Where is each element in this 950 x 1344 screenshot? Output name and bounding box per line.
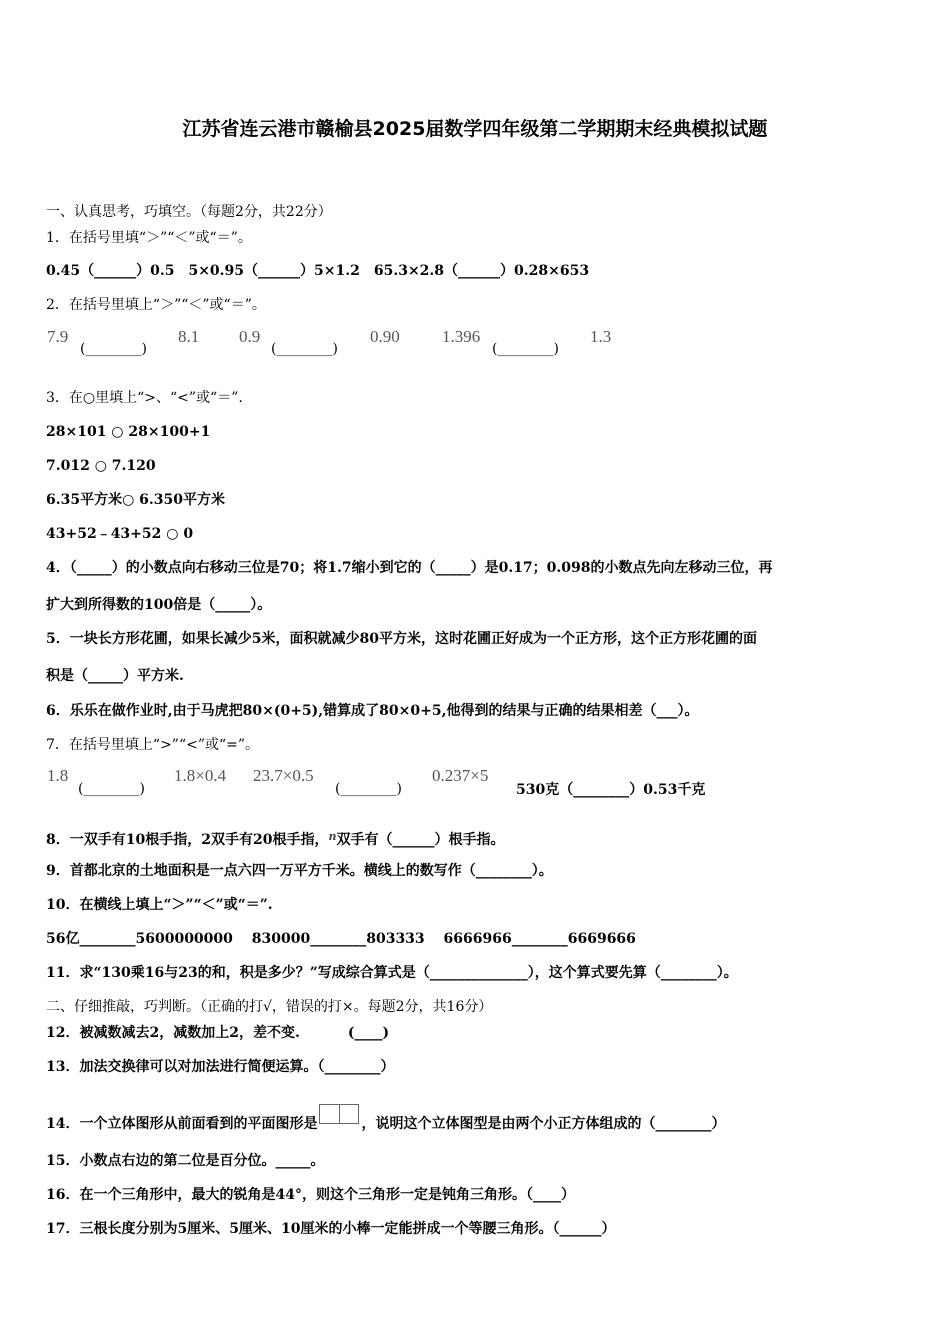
question-3: 3．在○里填上“>、“<”或“＝”. [46,390,243,406]
q2-blank-2[interactable]: (________) [271,341,338,357]
question-15: 15．小数点右边的第二位是百分位。_____。 [46,1153,325,1169]
section-2-heading: 二、仔细推敲，巧判断。（正确的打√，错误的打×。每题2分，共16分） [46,999,493,1015]
q2-value-b2: 0.90 [370,327,400,346]
question-9: 9．首都北京的土地面积是一点六四一万平方千米。横线上的数写作（________）。 [46,863,553,879]
q2-value-b1: 8.1 [178,327,200,346]
question-5-line-2: 积是（_____）平方米. [46,668,184,684]
question-4-line-1: 4．（_____）的小数点向右移动三位是70；将1.7缩小到它的（_____）是0.17；0.098的小数点先向左移动三位，再 [46,560,773,576]
q7-blank-2[interactable]: (________) [335,781,402,797]
question-2: 2．在括号里填上“＞”“＜”或“＝”。 [46,297,266,313]
q2-blank-3[interactable]: (________) [492,341,559,357]
q7-value-a1: 1.8 [47,766,69,785]
q14-post: ，说明这个立体图型是由两个小正方体组成的（________） [361,1116,726,1132]
q7-tail: 530克（________）0.53千克 [516,782,706,798]
q7-value-b2: 0.237×5 [432,766,489,785]
two-square-figure [319,1104,359,1124]
q8-n: n [328,830,337,843]
q7-value-b1: 1.8×0.4 [174,766,227,785]
question-16: 16．在一个三角形中，最大的锐角是44°，则这个三角形一定是钝角三角形。（____） [46,1187,575,1203]
q2-value-a1: 7.9 [47,327,69,346]
question-12 [46,1024,389,1042]
question-6: 6．乐乐在做作业时,由于马虎把80×(0+5),错算成了80×0+5,他得到的结果与正确的结果相差（___）。 [46,703,699,719]
question-1: 1．在括号里填“＞”“＜”或“＝”。 [46,230,252,246]
q2-value-a2: 0.9 [239,327,261,346]
q8-pre: 8．一双手有10根手指，2双手有20根手指， [46,832,329,848]
question-1-items: 0.45（______）0.5 5×0.95（______）5×1.2 65.3×2.8（______）0.28×653 [46,263,590,279]
question-3-line-2: 7.012 ○ 7.120 [46,458,156,474]
question-4-line-2: 扩大到所得数的100倍是（_____）。 [46,597,272,613]
question-13: 13．加法交换律可以对加法进行简便运算。（________） [46,1059,395,1075]
question-5-line-1: 5．一块长方形花圃，如果长减少5米，面积就减少80平方米，这时花圃正好成为一个正方形，这个正方形花圃的面 [46,631,757,647]
q12-text: 12．被减数减去2，减数加上2，差不变. [46,1025,300,1041]
q2-value-b3: 1.3 [590,327,612,346]
question-7: 7．在括号里填上“>”“<”或“=”。 [46,737,260,753]
q2-blank-1[interactable]: (________) [80,341,147,357]
question-14 [46,1104,725,1133]
question-11: 11．求“130乘16与23的和，积是多少？”写成综合算式是（______________），这个算式要先算（________）。 [46,965,738,981]
q14-pre: 14．一个立体图形从前面看到的平面图形是 [46,1116,318,1132]
question-8 [46,828,504,849]
question-10-items: 56亿________5600000000 830000________803333 6666966________6669666 [46,931,636,947]
q7-blank-1[interactable]: (________) [78,781,145,797]
q12-blank[interactable]: (____) [347,1025,390,1041]
page-title: 江苏省连云港市赣榆县2025届数学四年级第二学期期末经典模拟试题 [182,118,768,140]
question-10: 10．在横线上填上“＞”“＜”或“＝”. [46,897,273,913]
question-3-line-4: 43+52﹣43+52 ○ 0 [46,526,194,542]
question-3-line-1: 28×101 ○ 28×100+1 [46,424,211,440]
q7-value-a2: 23.7×0.5 [253,766,314,785]
section-1-heading: 一、认真思考，巧填空。（每题2分，共22分） [46,204,332,220]
q2-value-a3: 1.396 [442,327,481,346]
question-3-line-3: 6.35平方米○ 6.350平方米 [46,492,226,508]
question-17: 17．三根长度分别为5厘米、5厘米、10厘米的小棒一定能拼成一个等腰三角形。（______） [46,1221,616,1237]
q8-post: 双手有（______）根手指。 [336,832,505,848]
